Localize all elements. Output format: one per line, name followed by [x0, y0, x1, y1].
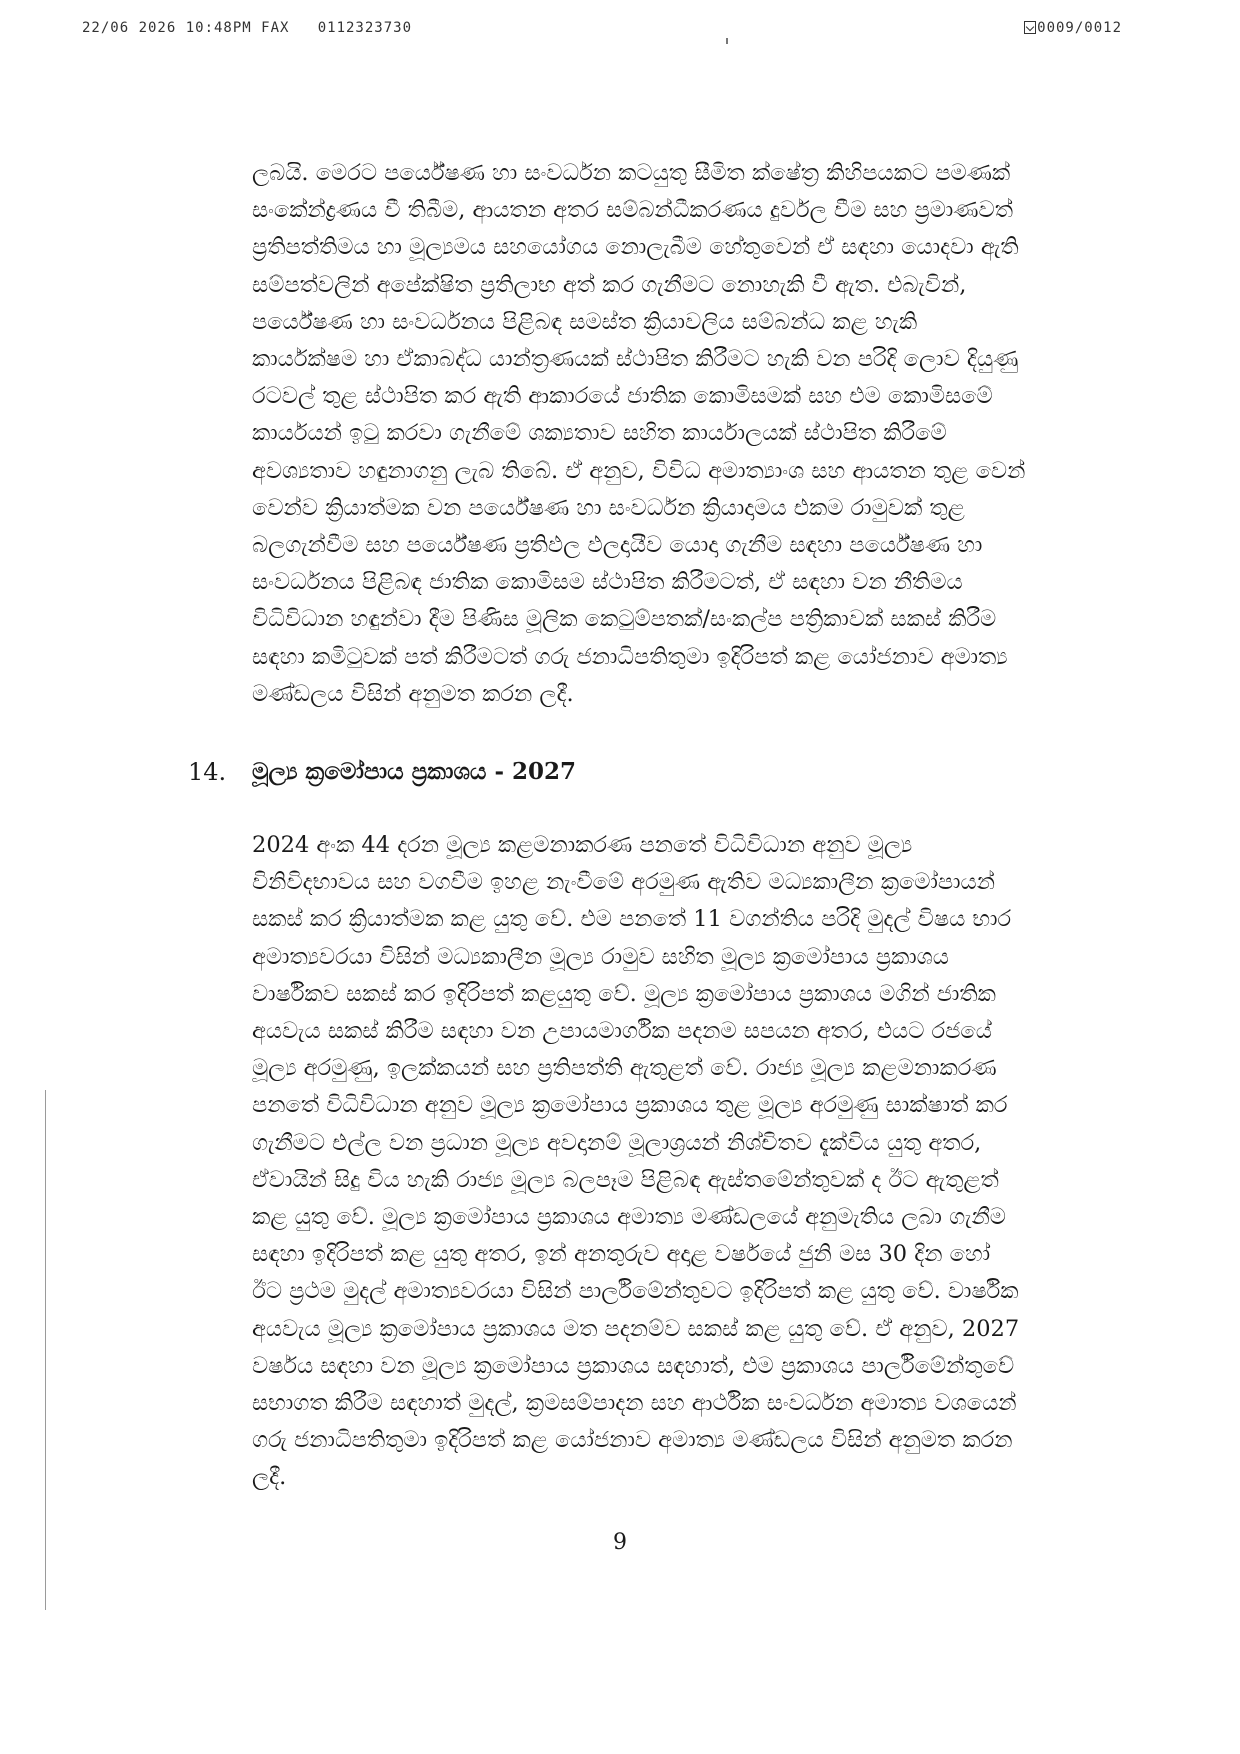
text-line: අමාත්‍යවරයා විසින් මධ්‍යකාලීන මූල්‍ය රාමුව සහිත මූල්‍ය ක්‍රමෝපාය ප්‍රකාශය — [252, 943, 949, 970]
text-line: ලදී. — [252, 1464, 287, 1491]
section-number: 14. — [188, 758, 227, 786]
text-line: සඳහා ඉදිරිපත් කළ යුතු අතර, ඉන් අනතුරුව අදාළ වර්ෂයේ ජුනි මස 30 දින හෝ — [252, 1241, 991, 1268]
text-line: අයවැය මූල්‍ය ක්‍රමෝපාය ප්‍රකාශය මත පදනම්ව සකස් කළ යුතු වේ. ඒ අනුව, 2027 — [252, 1315, 1020, 1342]
text-line: පර්යේෂණ හා සංවර්ධනය පිළිබඳ සමස්ත ක්‍රියාවලිය සම්බන්ධ කළ හැකි — [252, 308, 918, 335]
text-line: පනතේ විධිවිධාන අනුව මූල්‍ය ක්‍රමෝපාය ප්‍රකාශය තුළ මූල්‍ය අරමුණු සාක්ෂාත් කර — [252, 1092, 1008, 1119]
checkbox-mark-icon — [1024, 21, 1036, 34]
text-line: අවශ්‍යතාව හඳුනාගනු ලැබ තිබේ. ඒ අනුව, විවිධ අමාත්‍යාංශ සහ ආයතන තුළ වෙන් — [252, 457, 1026, 484]
fax-header — [82, 20, 1122, 44]
text-line: වර්ෂය සඳහා වන මූල්‍ය ක්‍රමෝපාය ප්‍රකාශය සඳහාත්, එම ප්‍රකාශය පාර්ලිමේන්තුවේ — [252, 1352, 1015, 1379]
text-line: කළ යුතු වේ. මූල්‍ය ක්‍රමෝපාය ප්‍රකාශය අමාත්‍ය මණ්ඩලයේ අනුමැතිය ලබා ගැනීම — [252, 1204, 1006, 1231]
text-line: අයවැය සකස් කිරීම සඳහා වන උපායමාර්ගික පදනම සපයන අතර, එයට රජයේ — [252, 1018, 992, 1045]
text-line: ගරු ජනාධිපතිතුමා ඉදිරිපත් කළ යෝජනාව අමාත්‍ය මණ්ඩලය විසින් අනුමත කරන — [252, 1427, 1013, 1454]
section-14-paragraph — [252, 827, 1078, 1497]
text-line: සංකේන්ද්‍රණය වී තිබීම, ආයතන අතර සම්බන්ධීකරණය දුර්වල වීම සහ ප්‍රමාණවත් — [252, 197, 1013, 224]
fax-page-counter — [1024, 20, 1122, 36]
text-line: වෙන්ව ක්‍රියාත්මක වන පර්යේෂණ හා සංවර්ධන ක්‍රියාදාමය එකම රාමුවක් තුළ — [252, 494, 965, 521]
fax-transmission-info: 22/06 2026 10:48PM FAX 0112323730 — [82, 20, 413, 36]
text-line: බලගැන්වීම සහ පර්යේෂණ ප්‍රතිඵල ඵලදායීව යොදා ගැනීම සඳහා පර්යේෂණ හා — [252, 532, 983, 559]
text-line: ප්‍රතිපත්තිමය හා මූල්‍යමය සහයෝගය නොලැබීම හේතුවෙන් ඒ සඳහා යොදවා ඇති — [252, 234, 1019, 261]
text-line: කාර්යයන් ඉටු කරවා ගැනීමේ ශක්‍යතාව සහිත කාර්යාලයක් ස්ථාපිත කිරීමේ — [252, 420, 947, 447]
text-line: 2024 අංක 44 දරන මූල්‍ය කළමනාකරණ පනතේ විධිවිධාන අනුව මූල්‍ය — [252, 832, 913, 858]
text-line: වාර්ෂිකව සකස් කර ඉදිරිපත් කළයුතු වේ. මූල්‍ය ක්‍රමෝපාය ප්‍රකාශය මගින් ජාතික — [252, 980, 996, 1007]
text-line: ලබයි. මෙරට පර්යේෂණ හා සංවර්ධන කටයුතු සීමිත ක්ෂේත්‍ර කිහිපයකට පමණක් — [252, 160, 1011, 186]
scan-artifact-dot — [726, 38, 728, 44]
text-line: රටවල් තුළ ස්ථාපිත කර ඇති ආකාරයේ ජාතික කොමිසමක් සහ එම කොමිසමේ — [252, 383, 993, 410]
text-line: ඊට ප්‍රථම මුදල් අමාත්‍යවරයා විසින් පාර්ලිමේන්තුවට ඉදිරිපත් කළ යුතු වේ. වාර්ෂික — [252, 1278, 1019, 1305]
text-line: විධිවිධාන හඳුන්වා දීම පිණිස මූලික කෙටුම්පතක්/සංකල්ප පත්‍රිකාවක් සකස් කිරීම — [252, 606, 997, 633]
text-line: ගැනීමට එල්ල වන ප්‍රධාන මූල්‍ය අවදානම් මූලාශ්‍රයන් නිශ්චිතව දැක්විය යුතු අතර, — [252, 1129, 982, 1156]
scan-artifact-line — [45, 1090, 46, 1610]
fax-page-count: 0009/0012 — [1037, 20, 1122, 36]
text-line: මණ්ඩලය විසින් අනුමත කරන ලදී. — [252, 680, 574, 707]
text-line: ඒවායින් සිදු විය හැකි රාජ්‍ය මූල්‍ය බලපෑම පිළිබඳ ඇස්තමේන්තුවක් ද ඊට ඇතුළත් — [252, 1166, 999, 1193]
text-line: කාර්යක්ෂම හා ඒකාබද්ධ යාන්ත්‍රණයක් ස්ථාපිත කිරීමට හැකි වන පරිදි ලොව දියුණු — [252, 346, 1019, 373]
text-line: සම්පත්වලින් අපේක්ෂිත ප්‍රතිලාභ අත් කර ගැනීමට නොහැකි වී ඇත. එබැවින්, — [252, 271, 967, 298]
text-line: සභාගත කිරීම සඳහාත් මුදල්, ක්‍රමසම්පාදන සහ ආර්ථික සංවර්ධන අමාත්‍ය වශයෙන් — [252, 1390, 1017, 1417]
text-line: මූල්‍ය අරමුණු, ඉලක්කයන් සහ ප්‍රතිපත්ති ඇතුළත් වේ. රාජ්‍ය මූල්‍ය කළමනාකරණ — [252, 1055, 997, 1082]
text-line: සංවර්ධනය පිළිබඳ ජාතික කොමිසම ස්ථාපිත කිරීමටත්, ඒ සඳහා වන නීතිමය — [252, 569, 963, 596]
page-number: 9 — [613, 1530, 627, 1555]
text-line: සකස් කර ක්‍රියාත්මක කළ යුතු වේ. එම පනතේ 11 වගන්තිය පරිදි මුදල් විෂය භාර — [252, 906, 1012, 933]
text-line: විනිවිදභාවය සහ වගවීම ඉහළ නැංවීමේ අරමුණ ඇතිව මධ්‍යකාලීන ක්‍රමෝපායන් — [252, 869, 995, 896]
continued-paragraph — [252, 155, 1078, 713]
section-title: මූල්‍ය ක්‍රමෝපාය ප්‍රකාශය - 2027 — [252, 758, 577, 785]
text-line: සඳහා කමිටුවක් පත් කිරීමටත් ගරු ජනාධිපතිතුමා ඉදිරිපත් කළ යෝජනාව අමාත්‍ය — [252, 643, 1008, 670]
